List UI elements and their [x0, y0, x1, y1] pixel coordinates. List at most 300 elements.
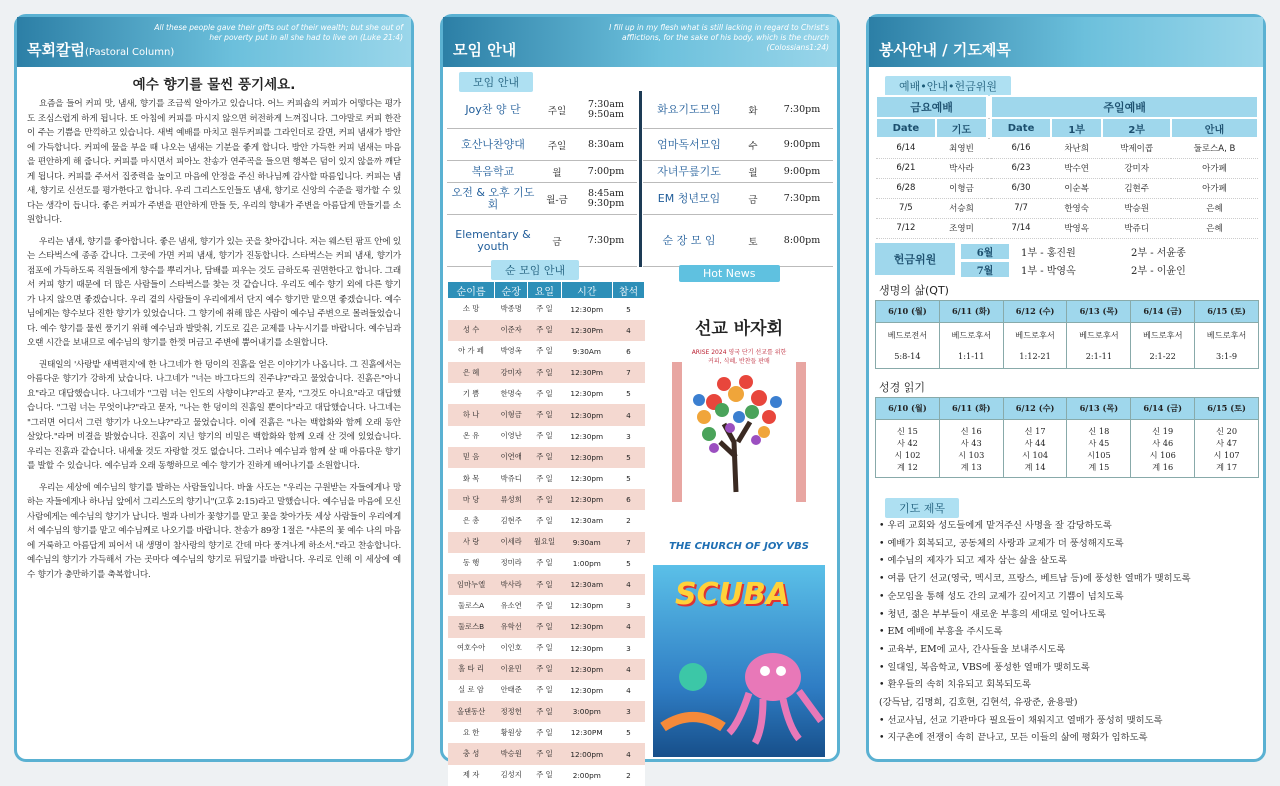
- panel-header: [443, 17, 837, 67]
- reading-date: 6/11 (화): [939, 398, 1003, 420]
- qt-passage: [1003, 323, 1067, 369]
- table-cell: 은 혜: [448, 362, 495, 383]
- table-cell: 기 쁨: [448, 383, 495, 404]
- table-cell: 9:30am: [561, 532, 612, 553]
- bazaar-poster[interactable]: [664, 300, 814, 508]
- col-header: 시간: [561, 282, 612, 299]
- table-row: [448, 404, 645, 425]
- col-header: 안내: [1171, 118, 1258, 138]
- table-cell: 2: [613, 765, 645, 786]
- meeting-time: 7:30pm: [783, 192, 821, 204]
- meeting-name: 순 장 모 임: [662, 233, 716, 247]
- reading-item: 시 103: [958, 449, 985, 460]
- reading-item: 계 14: [1024, 461, 1046, 472]
- table-cell: 아가페: [1171, 158, 1258, 178]
- prayer-item: • 환우들의 속히 치유되고 회복되도록: [879, 679, 1032, 691]
- table-cell: 주 일: [528, 404, 561, 425]
- offering-committee: [875, 241, 1259, 277]
- prayer-item: • 우리 교회와 성도들에게 맡겨주신 사명을 잘 감당하도록: [879, 520, 1112, 531]
- meeting-name: EM 청년모임: [657, 191, 721, 205]
- reading-item: 계 16: [1152, 461, 1174, 472]
- meeting-name: 오전 & 오후 기도회: [451, 185, 535, 211]
- meeting-row: [643, 91, 833, 129]
- table-cell: 주 일: [528, 595, 561, 616]
- table-cell: 충 성: [448, 743, 495, 764]
- qt-verse: 3:1-9: [1215, 351, 1238, 361]
- table-cell: 6/14: [876, 138, 936, 158]
- table-cell: 12:30Pm: [561, 362, 612, 383]
- table-row: [876, 218, 1258, 238]
- table-cell: 주 일: [528, 616, 561, 637]
- service-panel: [866, 14, 1266, 762]
- heart-tree-illustration: [664, 362, 814, 502]
- poster-title: 선교 바자회: [694, 319, 784, 339]
- vbs-theme: SCUBA: [675, 577, 790, 612]
- table-cell: 2: [613, 510, 645, 531]
- article-title: 예수 향기를 물씬 풍기세요.: [132, 77, 296, 93]
- meeting-day: 주일: [547, 105, 567, 117]
- table-cell: 12:30pm: [561, 680, 612, 701]
- table-cell: 제 자: [448, 765, 495, 786]
- table-cell: 박영옥: [1051, 218, 1102, 238]
- reading-date: 6/10 (월): [876, 398, 940, 420]
- meetings-panel: [440, 14, 840, 780]
- qt-table: [875, 300, 1259, 369]
- reading-item: 계 15: [1088, 461, 1110, 472]
- col-header: 순장: [495, 282, 528, 299]
- table-cell: 소 망: [448, 299, 495, 320]
- meetings-table: [447, 91, 835, 267]
- table-cell: 4: [613, 404, 645, 425]
- table-cell: 은혜: [1171, 198, 1258, 218]
- meeting-time: 7:30pm: [587, 234, 625, 246]
- bible-reading-table: [875, 397, 1259, 478]
- meeting-day: 월-금: [546, 194, 568, 206]
- table-cell: 박쥬디: [1102, 218, 1171, 238]
- prayer-item: • EM 예배에 부흥을 주시도록: [879, 626, 1003, 638]
- table-cell: 김현주: [495, 510, 528, 531]
- table-row: [448, 468, 645, 489]
- table-cell: 주 일: [528, 659, 561, 680]
- table-cell: 12:30am: [561, 574, 612, 595]
- table-row: [448, 426, 645, 447]
- table-cell: 유소연: [495, 595, 528, 616]
- pastoral-column-panel: [14, 14, 414, 762]
- prayer-item: • 선교사님, 선교 기관마다 필요들이 채워지고 열매가 풍성히 맺히도록: [879, 714, 1163, 726]
- table-cell: 박쥬디: [495, 468, 528, 489]
- table-row: [448, 299, 645, 320]
- table-cell: 주 일: [528, 638, 561, 659]
- table-row: [448, 447, 645, 468]
- worship-service-table: [875, 95, 1259, 239]
- table-cell: 동 행: [448, 553, 495, 574]
- table-row: [448, 722, 645, 743]
- table-row: [448, 765, 645, 786]
- vbs-title: THE CHURCH OF JOY VBS: [669, 541, 809, 552]
- reading-item: 사 47: [1216, 437, 1238, 448]
- qt-book: 베드로후서: [1015, 330, 1055, 340]
- table-cell: 이연애: [495, 447, 528, 468]
- table-cell: 3: [613, 701, 645, 722]
- meeting-time: 7:00pm: [587, 165, 625, 177]
- table-cell: 이세라: [495, 532, 528, 553]
- offering-row: 6월 1부 - 홍진원 2부 - 서윤종: [961, 243, 1186, 259]
- table-row: [448, 638, 645, 659]
- table-row: [448, 659, 645, 680]
- table-cell: 주 일: [528, 341, 561, 362]
- table-cell: 4: [613, 659, 645, 680]
- table-cell: 2:00pm: [561, 765, 612, 786]
- qt-date: 6/15 (토): [1195, 301, 1259, 323]
- col-header: 1부: [1051, 118, 1102, 138]
- table-cell: 5: [613, 299, 645, 320]
- table-cell: 온 유: [448, 426, 495, 447]
- table-cell: 여호수아: [448, 638, 495, 659]
- table-cell: 이영난: [495, 426, 528, 447]
- table-cell: 성 수: [448, 320, 495, 341]
- table-cell: 6: [613, 489, 645, 510]
- reading-item: 사 44: [1024, 437, 1046, 448]
- table-cell: 6/21: [876, 158, 936, 178]
- meeting-row: [643, 129, 833, 161]
- panel-header: [869, 17, 1263, 67]
- table-cell: 12:30pm: [561, 383, 612, 404]
- reading-item: 시 102: [894, 449, 921, 460]
- table-row: [448, 680, 645, 701]
- table-row: [876, 138, 1258, 158]
- table-cell: 월요일: [528, 532, 561, 553]
- meeting-time: 8:45am 9:30pm: [587, 187, 625, 209]
- table-cell: 마 당: [448, 489, 495, 510]
- table-cell: 12:30am: [561, 510, 612, 531]
- offering-label: 헌금위원: [875, 243, 955, 275]
- table-cell: 12:30pm: [561, 659, 612, 680]
- col-header: 요일: [528, 282, 561, 299]
- soon-badge: 순 모임 안내: [491, 259, 579, 280]
- table-cell: 7/14: [991, 218, 1051, 238]
- table-cell: 하 나: [448, 404, 495, 425]
- qt-book: 베드로전서: [887, 330, 928, 340]
- table-cell: 주 일: [528, 447, 561, 468]
- qt-date: 6/12 (수): [1003, 301, 1067, 323]
- meeting-day: 월: [552, 167, 562, 179]
- table-cell: 임마누엘: [448, 574, 495, 595]
- table-cell: 4: [613, 743, 645, 764]
- qt-passage: [876, 323, 940, 369]
- qt-passage: [1131, 323, 1195, 369]
- table-row: [448, 595, 645, 616]
- qt-verse: 1:12-21: [1019, 351, 1051, 361]
- table-cell: 주 일: [528, 743, 561, 764]
- table-cell: 박승원: [1102, 198, 1171, 218]
- reading-item: 사 43: [960, 437, 982, 448]
- table-cell: 류성희: [495, 489, 528, 510]
- table-cell: 7: [613, 362, 645, 383]
- table-cell: 주 일: [528, 680, 561, 701]
- reading-item: 사 45: [1088, 437, 1110, 448]
- meeting-time: 8:30am: [587, 138, 624, 150]
- col-header: 2부: [1102, 118, 1171, 138]
- table-cell: 정미라: [495, 553, 528, 574]
- paragraph: 요즘을 들어 커피 맛, 냄새, 향기를 조금씩 알아가고 있습니다. 어느 커피숍의 커피가 어떻다는 평가도 조심스럽게 하게 됩니다. 또 아침에 커피를 마시지 않으면 허전하게 느껴집니다. 그야말로 커피 한잔이 주는 기쁨을 만끽하고 있습니다. 새벽 예배를 마치고 원두커피를 그라인더로 갈면, 커피 냄새가 방안에 가득합니다. 커피에 물을 부을 때 나오는 냄새는 기분을 좋게 합니다. 방안 가득한 커피 냄새는 마음을 편안하게 해 줍니다. 커피를 마시면서 피아노 찬송가 연주곡을 들으면 행복은 덤이 있지 않을까 깨닫게 됩니다. 커피를 주셔서 집중력을 높이고 마음에 안정을 주신 하나님께 감사할 따름입니다. 커피는 냄새, 향기로 신선도를 평가한다고 합니다. 우리 그리스도인들도 냄새, 향기로 신앙의 수준을 평가할 수 있다는 생각이 듭니다. 좋은 커피가 주변을 편안하게 만들 듯, 우리의 향내가 주변을 아름답게 만들기를 소원합니다.: [27, 99, 401, 225]
- reading-title: 성경 읽기: [879, 381, 926, 394]
- table-cell: 5: [613, 447, 645, 468]
- table-row: [448, 341, 645, 362]
- reading-date: 6/15 (토): [1195, 398, 1259, 420]
- paragraph: 우리는 냄새, 향기를 좋아합니다. 좋은 냄새, 향기가 있는 곳을 찾아갑니다. 저는 웨스턴 팜프 안에 있는 스타벅스에 종종 갑니다. 그곳에 가면 커피 냄새, 향기가 진동합니다. 스타벅스는 커피 냄새, 향기가 점포에 가득하도록 직원들에게 향수를 뿌리거나, 담배를 피우는 것도 금하도록 권면한다고 합니다. 그래서 커피 향기 때문에 더 많은 사람들이 스타벅스를 찾는 것 같습니다. 우리도 예수 향기 외에 다른 향기가 나지 않으면 좋겠습니다. 우리 곁의 사람들이 우리에게서 단지 예수 향기만 맡으면 좋겠습니다. 예수님에게는 향수보다 진한 향기가 있었습니다. 그 향기에 취해 많은 사람이 예수님 주변으로 몰려들었습니다. 예수 향기를 물씬 풍기기 위해 예수님과 발맞춰, 기도로 깊은 교제를 나누시기를 바랍니다. 예수님과 오랜 시간을 보내므로 예수님의 향기를 한껏 머금고 주변에 뿜어내기를 소원합니다.: [27, 236, 401, 348]
- qt-title: 생명의 삶(QT): [879, 284, 949, 297]
- table-cell: 12:30pm: [561, 489, 612, 510]
- table-cell: 주 일: [528, 510, 561, 531]
- table-cell: 12:30pm: [561, 447, 612, 468]
- meeting-name: 자녀무릎기도: [657, 164, 721, 178]
- table-row: [448, 616, 645, 637]
- table-cell: 3: [613, 638, 645, 659]
- col-header: 순이름: [448, 282, 495, 299]
- table-cell: 7/5: [876, 198, 936, 218]
- table-cell: 12:00pm: [561, 743, 612, 764]
- table-cell: 박사라: [936, 158, 987, 178]
- table-cell: 12:30pm: [561, 299, 612, 320]
- prayer-item: • 교육부, EM에 교사, 간사들을 보내주시도록: [879, 643, 1066, 655]
- table-cell: 올댄동산: [448, 701, 495, 722]
- table-cell: 12:30Pm: [561, 320, 612, 341]
- qt-date: 6/14 (금): [1131, 301, 1195, 323]
- col-header: 기도: [936, 118, 987, 138]
- table-cell: 4: [613, 680, 645, 701]
- sunday-worship-header: 주일예배: [991, 96, 1258, 118]
- meeting-name: 복음학교: [471, 164, 515, 178]
- table-cell: 박영옥: [495, 341, 528, 362]
- meetings-badge: 모임 안내: [459, 71, 533, 92]
- table-cell: 주 일: [528, 362, 561, 383]
- table-cell: 화 목: [448, 468, 495, 489]
- reading-item: 신 17: [1024, 425, 1046, 436]
- table-row: [876, 178, 1258, 198]
- reading-item: 신 19: [1152, 425, 1174, 436]
- qt-verse: 2:1-11: [1085, 351, 1113, 361]
- reading-item: 계 13: [960, 461, 982, 472]
- panel-title: 모임 안내: [453, 41, 517, 59]
- table-cell: 12:30PM: [561, 722, 612, 743]
- table-cell: 한명숙: [495, 383, 528, 404]
- table-row: [448, 320, 645, 341]
- table-cell: 이준자: [495, 320, 528, 341]
- service-badge: 예배•안내•헌금위원: [885, 75, 1011, 96]
- table-cell: 4: [613, 320, 645, 341]
- table-cell: 3: [613, 426, 645, 447]
- article-body: [17, 97, 411, 582]
- qt-book: 베드로후서: [1142, 330, 1183, 340]
- reading-item: 시 107: [1213, 449, 1240, 460]
- table-cell: 주 일: [528, 765, 561, 786]
- meeting-row: [447, 183, 637, 215]
- table-cell: 이형금: [495, 404, 528, 425]
- reading-item: 사 46: [1152, 437, 1174, 448]
- table-cell: 12:30pm: [561, 468, 612, 489]
- table-row: [448, 532, 645, 553]
- table-cell: 주 일: [528, 468, 561, 489]
- column-title: 목회칼럼(Pastoral Column): [27, 41, 175, 59]
- meeting-day: 수: [748, 140, 758, 152]
- table-cell: 주 일: [528, 722, 561, 743]
- meeting-row: [447, 129, 637, 161]
- table-cell: 7: [613, 532, 645, 553]
- prayer-item: • 일대일, 복음학교, VBS에 풍성한 열매가 맺히도록: [879, 661, 1090, 673]
- meeting-name: Joy찬 양 단: [465, 102, 521, 116]
- prayer-item: • 여름 단기 선교(영국, 멕시코, 프랑스, 베트남 등)에 풍성한 열매가 맺히도록: [879, 573, 1191, 585]
- meeting-day: 금: [552, 236, 562, 248]
- table-cell: 12:30pm: [561, 616, 612, 637]
- table-cell: 4: [613, 574, 645, 595]
- table-cell: 7/12: [876, 218, 936, 238]
- reading-item: 시 104: [1022, 449, 1049, 460]
- reading-item: 시 106: [1149, 449, 1176, 460]
- qt-verse: 1:1-11: [958, 351, 985, 361]
- prayer-list: [879, 517, 1259, 747]
- table-cell: 5: [613, 553, 645, 574]
- table-cell: 이윤민: [495, 659, 528, 680]
- reading-item: 신 15: [896, 425, 918, 436]
- table-cell: 아 가 페: [448, 341, 495, 362]
- table-cell: 6: [613, 341, 645, 362]
- table-cell: 이형금: [936, 178, 987, 198]
- table-cell: 안태준: [495, 680, 528, 701]
- table-cell: 6/23: [991, 158, 1051, 178]
- prayer-item: • 순모임을 통해 성도 간의 교제가 깊어지고 기쁨이 넘치도록: [879, 590, 1124, 602]
- paragraph: 권태일의 '사랑밭 새벽편지'에 한 나그네가 한 덩이의 진흙을 얻은 이야기가 나옵니다. 그 진흙에서는 아름다운 향기가 강하게 났습니다. 나그네가 "너는 바그다드의 진주냐?"라고 물었습니다. 진흙은"아니요"라고 대답했습니다. 나그네가 "그럼 너는 인도의 사향이냐?"라고 묻자, "그것도 아니요"라고 대답했습니다. "그럼 너는 무엇이냐?"라고 묻자, "나는 한 덩이의 진흙일 뿐이다"라고 대답했습니다. 나그네는 "그러면 어디서 그런 향기가 나오느냐?"라고 물었습니다. 이에 진흙은 "나는 백합화와 함께 오래 동안 살았다."라며 비결을 밝혔습니다. 진흙이 지닌 향기의 비밀은 백합화와 함께 오래 산 것에 있었습니다. 우리는 진흙과 같습니다. 내세울 것도 자랑할 것도 없습니다. 그러나 예수님과 함께 살 때 아름다운 향기를 발할 수 있습니다. 예수님과 오래 동행하므로 예수 향기가 진하게 배어나기를 소원합니다.: [27, 359, 401, 471]
- table-cell: 박종명: [495, 299, 528, 320]
- col-header: Date: [991, 118, 1051, 138]
- reading-cell: [1131, 420, 1195, 478]
- table-cell: 박제이콥: [1102, 138, 1171, 158]
- table-cell: 3:00pm: [561, 701, 612, 722]
- qt-book: 베드로후서: [951, 330, 992, 340]
- table-row: [448, 362, 645, 383]
- friday-worship-header: 금요예배: [876, 96, 987, 118]
- poster-sub: 커피, 식혜, 반찬들 판매: [708, 358, 770, 365]
- qt-passage: [939, 323, 1003, 369]
- reading-item: 사 42: [896, 437, 918, 448]
- meeting-day: 금: [748, 194, 758, 206]
- table-cell: 사 랑: [448, 532, 495, 553]
- meeting-row: [447, 91, 637, 129]
- table-row: [448, 489, 645, 510]
- table-cell: 7/7: [991, 198, 1051, 218]
- prayer-item: • 지구촌에 전쟁이 속히 끝나고, 모든 이들의 삶에 평화가 임하도록: [879, 732, 1148, 744]
- table-row: [876, 198, 1258, 218]
- reading-cell: [1003, 420, 1067, 478]
- qt-passage: [1067, 323, 1131, 369]
- reading-item: 계 12: [896, 461, 918, 472]
- meeting-time: 7:30pm: [783, 103, 821, 115]
- table-cell: 12:30pm: [561, 404, 612, 425]
- table-cell: 은 총: [448, 510, 495, 531]
- table-row: [448, 743, 645, 764]
- meeting-name: Elementary & youth: [455, 227, 531, 253]
- table-cell: 5: [613, 468, 645, 489]
- meeting-name: 호산나찬양대: [461, 137, 525, 151]
- prayer-item: • 예수님의 제자가 되고 제자 삼는 삶을 살도록: [879, 555, 1067, 567]
- table-cell: 김성지: [495, 765, 528, 786]
- table-cell: 박사라: [495, 574, 528, 595]
- meeting-day: 화: [748, 105, 758, 117]
- paragraph: 우리는 세상에 예수님의 향기를 발하는 사람들입니다. 바울 사도는 "우리는 구원받는 자들에게나 망하는 자들에게나 하나님 앞에서 그리스도의 향기니"(고후 2:15)라고 말했습니다. 예수님을 마음에 모신 사람에게는 예수님의 향기가 납니다. 벌과 나비가 꽃향기를 맡고 꽃을 찾아가듯 세상 사람들이 우리에게서 예수님의 향기를 맡고 예수님께로 나오기를 바랍니다. 찬송가 89장 1절은 "샤론의 꽃 예수 나의 마음에 거룩하고 아름답게 피어서 내 생명이 참사랑의 향기로 간데 마다 풍겨나게 하소서."라고 찬송합니다. 예수님의 향기가 가득해서 가는 곳마다 예수님의 향기로 뒤덮기를 바랍니다. 우리로 인해 이 세상에 예수 향기가 충만하기를 축복합니다.: [27, 482, 401, 580]
- meeting-row: [643, 215, 833, 267]
- prayer-badge: 기도 제목: [885, 497, 959, 518]
- table-cell: 이순복: [1051, 178, 1102, 198]
- meeting-time: 9:00pm: [783, 138, 821, 150]
- meeting-name: 화요기도모임: [657, 102, 721, 116]
- meeting-time: 9:00pm: [783, 165, 821, 177]
- table-cell: 1:00pm: [561, 553, 612, 574]
- table-row: [448, 701, 645, 722]
- table-cell: 5: [613, 722, 645, 743]
- table-cell: 박승원: [495, 743, 528, 764]
- meeting-row: [643, 183, 833, 215]
- qt-date: 6/10 (월): [876, 301, 940, 323]
- table-cell: 이인호: [495, 638, 528, 659]
- table-cell: 12:30pm: [561, 426, 612, 447]
- reading-cell: [1195, 420, 1259, 478]
- reading-item: 신 16: [960, 425, 982, 436]
- table-cell: 둘로스A: [448, 595, 495, 616]
- table-cell: 3: [613, 595, 645, 616]
- qt-verse: 2:1-22: [1149, 351, 1176, 361]
- reading-cell: [876, 420, 940, 478]
- table-cell: 차난희: [1051, 138, 1102, 158]
- table-cell: 주 일: [528, 553, 561, 574]
- table-cell: 주 일: [528, 299, 561, 320]
- table-cell: 주 일: [528, 489, 561, 510]
- table-cell: 아가페: [1171, 178, 1258, 198]
- table-cell: 5: [613, 383, 645, 404]
- prayer-item: • 예배가 회복되고, 공동체의 사랑과 교제가 더 풍성해지도록: [879, 537, 1124, 549]
- qt-book: 베드로후서: [1206, 330, 1247, 340]
- table-row: [448, 553, 645, 574]
- table-cell: 강미자: [495, 362, 528, 383]
- table-cell: 6/28: [876, 178, 936, 198]
- reading-item: 신 18: [1088, 425, 1110, 436]
- table-cell: 주 일: [528, 574, 561, 595]
- table-cell: 정정헌: [495, 701, 528, 722]
- reading-cell: [1067, 420, 1131, 478]
- vbs-poster[interactable]: [653, 525, 825, 757]
- table-cell: 홀 타 리: [448, 659, 495, 680]
- small-group-table: [447, 281, 645, 786]
- meeting-day: 토: [748, 236, 758, 248]
- reading-item: 신 20: [1216, 425, 1238, 436]
- table-cell: 박수연: [1051, 158, 1102, 178]
- hot-news-badge: Hot News: [679, 262, 780, 282]
- table-cell: 실 로 암: [448, 680, 495, 701]
- col-header: Date: [876, 118, 936, 138]
- reading-date: 6/13 (목): [1067, 398, 1131, 420]
- table-row: [876, 158, 1258, 178]
- meeting-day: 주일: [547, 140, 567, 152]
- qt-date: 6/13 (목): [1067, 301, 1131, 323]
- table-cell: 6/16: [991, 138, 1051, 158]
- poster-sub: ARISE 2024 영국 단기 선교를 위한: [691, 349, 787, 356]
- panel-title: 봉사안내 / 기도제목: [879, 41, 1011, 59]
- reading-item: 시105: [1087, 449, 1111, 460]
- table-cell: 서승희: [936, 198, 987, 218]
- reading-date: 6/14 (금): [1131, 398, 1195, 420]
- table-cell: 주 일: [528, 701, 561, 722]
- table-row: [448, 510, 645, 531]
- qt-passage: [1195, 323, 1259, 369]
- prayer-item: (강득남, 김명희, 김호현, 김현석, 유광준, 윤용팔): [879, 697, 1078, 709]
